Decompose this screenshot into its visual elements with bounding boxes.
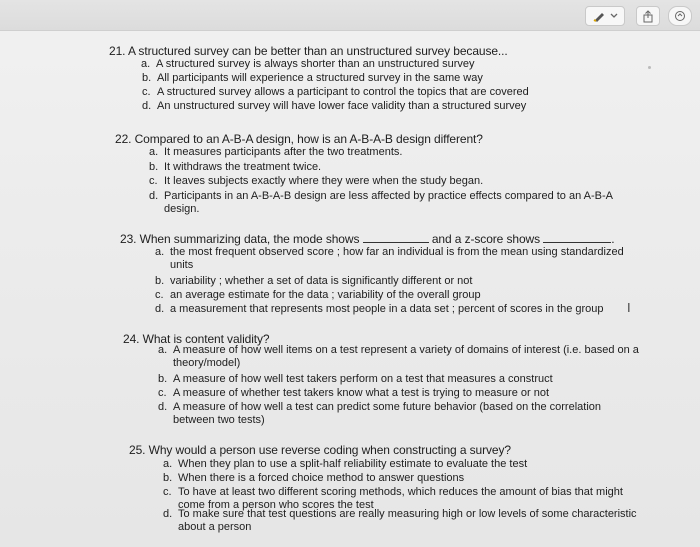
option-letter: d. bbox=[149, 190, 159, 202]
option-text: variability ; whether a set of data is significantly different or not bbox=[170, 275, 473, 287]
option-text: an average estimate for the data ; variability of the overall group bbox=[170, 289, 481, 301]
option-text: All participants will experience a structured survey in the same way bbox=[157, 72, 483, 84]
option-text: To make sure that test questions are really measuring high or low levels of some characteristic about a person bbox=[178, 508, 637, 534]
option-text: To have at least two different scoring methods, which reduces the amount of bias that might come from a person who scores the test bbox=[178, 486, 623, 512]
option-text: It leaves subjects exactly where they were when the study began. bbox=[164, 175, 484, 187]
option-letter: a. bbox=[155, 246, 165, 258]
question-23-stem-part1: 23. When summarizing data, the mode shows bbox=[120, 232, 360, 246]
option-letter: c. bbox=[155, 289, 164, 301]
share-button[interactable] bbox=[636, 6, 660, 26]
option-text: a measurement that represents most people in a data set ; percent of scores in the group bbox=[170, 303, 604, 315]
option-text: A structured survey is always shorter than an unstructured survey bbox=[156, 58, 475, 70]
stray-mark bbox=[648, 66, 651, 69]
option-letter: d. bbox=[163, 508, 173, 520]
option-letter: a. bbox=[149, 146, 159, 158]
option-text: When there is a forced choice method to answer questions bbox=[178, 472, 465, 484]
question-21-stem: 21. A structured survey can be better than an unstructured survey because... bbox=[109, 44, 508, 58]
text-cursor-icon: I bbox=[627, 300, 631, 315]
option-letter: b. bbox=[155, 275, 165, 287]
question-24-stem: 24. What is content validity? bbox=[123, 332, 270, 346]
option-text: An unstructured survey will have lower face validity than a structured survey bbox=[157, 100, 527, 112]
option-letter: c. bbox=[149, 175, 158, 187]
option-text: Participants in an A-B-A-B design are less affected by practice effects compared to an A-B-A design. bbox=[164, 190, 613, 216]
option-text: A measure of whether test takers know what a test is trying to measure or not bbox=[173, 387, 550, 399]
option-text: It withdraws the treatment twice. bbox=[164, 161, 322, 173]
option-text: A measure of how well a test can predict some future behavior (based on the correlation between two tests) bbox=[173, 401, 602, 427]
option-letter: b. bbox=[142, 72, 152, 84]
option-letter: b. bbox=[149, 161, 159, 173]
option-text: It measures participants after the two treatments. bbox=[164, 146, 403, 158]
question-23-stem-part2: and a z-score shows bbox=[431, 232, 540, 246]
option-text: A measure of how well items on a test represent a variety of domains of interest (i.e. based on a theory/model) bbox=[173, 344, 639, 370]
option-letter: a. bbox=[158, 344, 168, 356]
option-letter: a. bbox=[141, 58, 151, 70]
chevron-down-icon bbox=[610, 13, 618, 19]
option-letter: b. bbox=[158, 373, 168, 385]
option-letter: d. bbox=[142, 100, 152, 112]
option-letter: b. bbox=[163, 472, 173, 484]
option-letter: a. bbox=[163, 458, 173, 470]
answer-blank-1[interactable] bbox=[363, 232, 429, 243]
markup-button[interactable] bbox=[585, 6, 625, 26]
answer-blank-2[interactable] bbox=[543, 232, 611, 243]
option-letter: c. bbox=[142, 86, 151, 98]
option-letter: d. bbox=[158, 401, 168, 413]
option-letter: c. bbox=[158, 387, 167, 399]
option-text: A structured survey allows a participant to control the topics that are covered bbox=[157, 86, 529, 98]
rotate-button[interactable] bbox=[668, 6, 692, 26]
option-letter: c. bbox=[163, 486, 172, 498]
pen-icon bbox=[593, 10, 607, 22]
question-25-stem: 25. Why would a person use reverse coding when constructing a survey? bbox=[129, 443, 511, 457]
question-22-stem: 22. Compared to an A-B-A design, how is an A-B-A-B design different? bbox=[115, 132, 483, 146]
toolbar bbox=[0, 0, 700, 31]
question-23-stem-part3: . bbox=[611, 232, 615, 246]
option-text: A measure of how well test takers perform on a test that measures a construct bbox=[173, 373, 553, 385]
rotate-icon bbox=[674, 10, 686, 22]
option-letter: d. bbox=[155, 303, 165, 315]
question-23-stem bbox=[120, 232, 614, 246]
share-icon bbox=[642, 10, 654, 23]
document-page bbox=[0, 30, 700, 547]
option-text: the most frequent observed score ; how far an individual is from the mean using standardized units bbox=[170, 246, 624, 272]
option-text: When they plan to use a split-half reliability estimate to evaluate the test bbox=[178, 458, 528, 470]
